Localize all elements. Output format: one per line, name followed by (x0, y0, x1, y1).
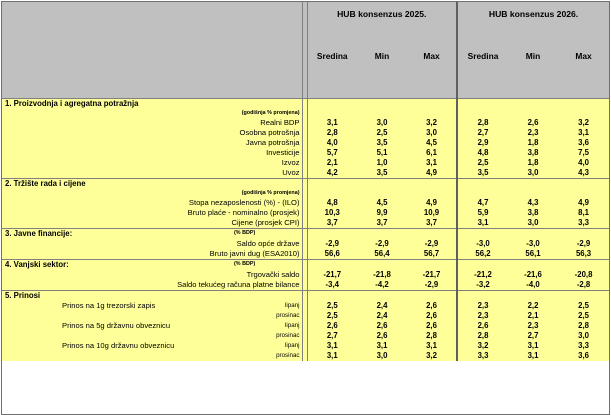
cell-2025-max: -2,9 (407, 239, 457, 249)
cell-2026-max: 3,6 (558, 351, 609, 361)
table-row (2, 331, 609, 341)
cell-2026-max: 4,9 (558, 198, 609, 208)
col-2026-sredina: Sredina (457, 48, 508, 99)
cell-2025-min: 3,5 (357, 138, 407, 148)
col-2025-min: Min (357, 48, 407, 99)
cell-2025-sredina: 4,2 (307, 168, 357, 179)
section-title: 5. Prinosi (2, 291, 302, 302)
section-row (2, 229, 609, 240)
row-label: Bruto javni dug (ESA2010) (2, 249, 302, 260)
cell-2025-max: 56,7 (407, 249, 457, 260)
cell-2025-max: 2,8 (407, 331, 457, 341)
header-label-spacer (2, 2, 302, 48)
cell-2025-max: 3,2 (407, 118, 457, 128)
cell-2025-max: 3,0 (407, 128, 457, 138)
cell-2025-min: 2,4 (357, 301, 407, 311)
cell-2026-max: 3,3 (558, 218, 609, 229)
cell-2026-sredina: 3,5 (457, 168, 508, 179)
cell-2026-max: 2,5 (558, 311, 609, 321)
cell-2026-min: 2,1 (508, 311, 558, 321)
period-label: prosinac (2, 311, 302, 321)
section-title-text: 4. Vanjski sektor: (5, 260, 69, 270)
header-column-row (2, 48, 609, 99)
cell-2025-min: 9,9 (357, 208, 407, 218)
section-title: 2. Tržište rada i cijene (2, 179, 302, 190)
cell-2025-max: 4,9 (407, 168, 457, 179)
table-row (2, 270, 609, 280)
table-row (2, 280, 609, 291)
cell-2026-sredina: 4,8 (457, 148, 508, 158)
period-label: prosinac (2, 331, 302, 341)
cell-2026-sredina: 56,2 (457, 249, 508, 260)
cell-2026-max: 4,0 (558, 158, 609, 168)
row-label: Bruto plaće - nominalno (prosjek) (2, 208, 302, 218)
cell-2026-sredina: 2,6 (457, 321, 508, 331)
table-row (2, 198, 609, 208)
yield-label-cell (2, 341, 302, 351)
cell-2025-sredina: 3,1 (307, 118, 357, 128)
section-row (2, 291, 609, 302)
cell-2026-min: 3,8 (508, 148, 558, 158)
cell-2025-sredina: 3,1 (307, 341, 357, 351)
yield-label-cell (2, 301, 302, 311)
cell-2025-min: 1,0 (357, 158, 407, 168)
cell-2026-max: 2,5 (558, 301, 609, 311)
cell-2026-min: 2,6 (508, 118, 558, 128)
unit-label: (godišnja % promjena) (2, 189, 302, 198)
header-label-spacer (2, 48, 302, 99)
cell-2026-min: 1,8 (508, 158, 558, 168)
cell-2025-min: 2,6 (357, 331, 407, 341)
cell-2026-sredina: 2,9 (457, 138, 508, 148)
cell-2026-min: 3,1 (508, 351, 558, 361)
cell-2025-max: 3,1 (407, 158, 457, 168)
cell-2026-max: 4,3 (558, 168, 609, 179)
unit-label: (godišnja % promjena) (2, 109, 302, 118)
row-label: Trgovački saldo (2, 270, 302, 280)
cell-2026-min: 1,8 (508, 138, 558, 148)
cell-2025-min: -2,9 (357, 239, 407, 249)
cell-2026-min: -4,0 (508, 280, 558, 291)
table-row (2, 311, 609, 321)
cell-2025-min: 3,0 (357, 118, 407, 128)
cell-2025-max: -21,7 (407, 270, 457, 280)
section-title-text: 3. Javne financije: (5, 229, 73, 239)
cell-2026-sredina: 2,3 (457, 301, 508, 311)
cell-2026-max: -20,8 (558, 270, 609, 280)
cell-2025-min: 2,4 (357, 311, 407, 321)
row-label: Investicije (2, 148, 302, 158)
cell-2025-sredina: 2,6 (307, 321, 357, 331)
section-title: 1. Proizvodnja i agregatna potražnja (2, 99, 302, 110)
cell-2026-sredina: 4,7 (457, 198, 508, 208)
cell-2025-max: -2,9 (407, 280, 457, 291)
cell-2026-sredina: -3,2 (457, 280, 508, 291)
table-row (2, 351, 609, 361)
cell-2025-sredina: -2,9 (307, 239, 357, 249)
cell-2025-sredina: 56,6 (307, 249, 357, 260)
cell-2026-sredina: -3,0 (457, 239, 508, 249)
cell-2025-max: 2,6 (407, 311, 457, 321)
row-label: Prinos na 5g državnu obveznicu (62, 321, 171, 330)
col-2026-min: Min (508, 48, 558, 99)
cell-2025-min: 3,7 (357, 218, 407, 229)
cell-2025-sredina: -21,7 (307, 270, 357, 280)
row-label: Realni BDP (2, 118, 302, 128)
cell-2025-max: 3,2 (407, 351, 457, 361)
cell-2025-sredina: 4,0 (307, 138, 357, 148)
cell-2026-max: -2,8 (558, 280, 609, 291)
row-label: Prinos na 1g trezorski zapis (62, 301, 156, 310)
cell-2026-min: 2,3 (508, 321, 558, 331)
cell-2025-min: 5,1 (357, 148, 407, 158)
header-group-row (2, 2, 609, 48)
cell-2025-sredina: 2,7 (307, 331, 357, 341)
row-label: Osobna potrošnja (2, 128, 302, 138)
table-row (2, 321, 609, 331)
row-label: Saldo tekućeg računa platne bilance (2, 280, 302, 291)
cell-2026-sredina: 2,8 (457, 118, 508, 128)
table-row (2, 128, 609, 138)
cell-2025-min: 3,1 (357, 341, 407, 351)
row-label: Izvoz (2, 158, 302, 168)
cell-2026-sredina: 3,3 (457, 351, 508, 361)
header-group-2026: HUB konsenzus 2026. (457, 2, 609, 48)
cell-2026-max: 2,8 (558, 321, 609, 331)
cell-2026-min: -21,6 (508, 270, 558, 280)
cell-2025-sredina: -3,4 (307, 280, 357, 291)
cell-2026-max: -2,9 (558, 239, 609, 249)
cell-2025-min: 3,0 (357, 351, 407, 361)
row-label: Uvoz (2, 168, 302, 179)
cell-2025-sredina: 3,7 (307, 218, 357, 229)
cell-2025-max: 4,5 (407, 138, 457, 148)
cell-2025-sredina: 2,5 (307, 311, 357, 321)
table-row (2, 148, 609, 158)
cell-2026-min: 2,7 (508, 331, 558, 341)
table-row (2, 118, 609, 128)
row-label: Saldo opće države (2, 239, 302, 249)
cell-2026-min: 3,1 (508, 341, 558, 351)
cell-2026-min: 56,1 (508, 249, 558, 260)
cell-2025-max: 3,1 (407, 341, 457, 351)
table-row (2, 249, 609, 260)
row-label: Cijene (prosjek CPI) (2, 218, 302, 229)
cell-2026-sredina: 2,8 (457, 331, 508, 341)
unit-row (2, 189, 609, 198)
table-row (2, 158, 609, 168)
cell-2026-max: 3,2 (558, 118, 609, 128)
col-2026-max: Max (558, 48, 609, 99)
cell-2025-min: 2,5 (357, 128, 407, 138)
cell-2025-max: 6,1 (407, 148, 457, 158)
cell-2025-min: 3,5 (357, 168, 407, 179)
table-row (2, 218, 609, 229)
cell-2025-sredina: 2,8 (307, 128, 357, 138)
cell-2026-sredina: 2,7 (457, 128, 508, 138)
section-title (2, 229, 302, 240)
cell-2026-max: 3,0 (558, 331, 609, 341)
cell-2025-sredina: 5,7 (307, 148, 357, 158)
period-label: lipanj (285, 342, 300, 349)
cell-2026-sredina: 2,3 (457, 311, 508, 321)
cell-2025-min: -4,2 (357, 280, 407, 291)
cell-2026-min: 2,2 (508, 301, 558, 311)
section-row (2, 99, 609, 110)
cell-2026-max: 3,1 (558, 128, 609, 138)
cell-2025-max: 3,7 (407, 218, 457, 229)
cell-2025-sredina: 2,5 (307, 301, 357, 311)
cell-2025-sredina: 10,3 (307, 208, 357, 218)
cell-2025-sredina: 3,1 (307, 351, 357, 361)
cell-2026-max: 3,3 (558, 341, 609, 351)
cell-2026-min: 2,3 (508, 128, 558, 138)
cell-2026-max: 56,3 (558, 249, 609, 260)
consensus-table (2, 2, 609, 361)
unit-row (2, 109, 609, 118)
unit-label: (% BDP) (234, 261, 256, 267)
cell-2025-min: -21,8 (357, 270, 407, 280)
cell-2026-max: 8,1 (558, 208, 609, 218)
header-group-2025: HUB konsenzus 2025. (307, 2, 457, 48)
row-label: Javna potrošnja (2, 138, 302, 148)
cell-2026-min: -3,0 (508, 239, 558, 249)
cell-2026-min: 3,0 (508, 218, 558, 229)
unit-label: (% BDP) (234, 230, 256, 236)
table-row (2, 208, 609, 218)
table-row (2, 301, 609, 311)
cell-2026-sredina: 2,5 (457, 158, 508, 168)
cell-2026-max: 3,6 (558, 138, 609, 148)
cell-2025-max: 4,9 (407, 198, 457, 208)
section-title (2, 260, 302, 271)
period-label: lipanj (285, 322, 300, 329)
cell-2025-min: 4,5 (357, 198, 407, 208)
cell-2026-min: 3,8 (508, 208, 558, 218)
cell-2026-min: 3,0 (508, 168, 558, 179)
cell-2025-sredina: 2,1 (307, 158, 357, 168)
cell-2026-sredina: 5,9 (457, 208, 508, 218)
table-row (2, 341, 609, 351)
cell-2025-max: 10,9 (407, 208, 457, 218)
row-label: Stopa nezaposlenosti (%) - (ILO) (2, 198, 302, 208)
yield-label-cell (2, 321, 302, 331)
cell-2026-max: 7,5 (558, 148, 609, 158)
row-label: Prinos na 10g državnu obveznicu (62, 341, 175, 350)
cell-2025-min: 2,6 (357, 321, 407, 331)
col-2025-sredina: Sredina (307, 48, 357, 99)
cell-2025-max: 2,6 (407, 301, 457, 311)
table-row (2, 138, 609, 148)
cell-2026-sredina: 3,1 (457, 218, 508, 229)
cell-2026-min: 4,3 (508, 198, 558, 208)
cell-2026-sredina: -21,2 (457, 270, 508, 280)
cell-2025-min: 56,4 (357, 249, 407, 260)
cell-2025-sredina: 4,8 (307, 198, 357, 208)
table-row (2, 168, 609, 179)
table-row (2, 239, 609, 249)
period-label: prosinac (2, 351, 302, 361)
period-label: lipanj (285, 302, 300, 309)
section-row (2, 179, 609, 190)
cell-2026-sredina: 3,2 (457, 341, 508, 351)
cell-2025-max: 2,6 (407, 321, 457, 331)
section-row (2, 260, 609, 271)
col-2025-max: Max (407, 48, 457, 99)
